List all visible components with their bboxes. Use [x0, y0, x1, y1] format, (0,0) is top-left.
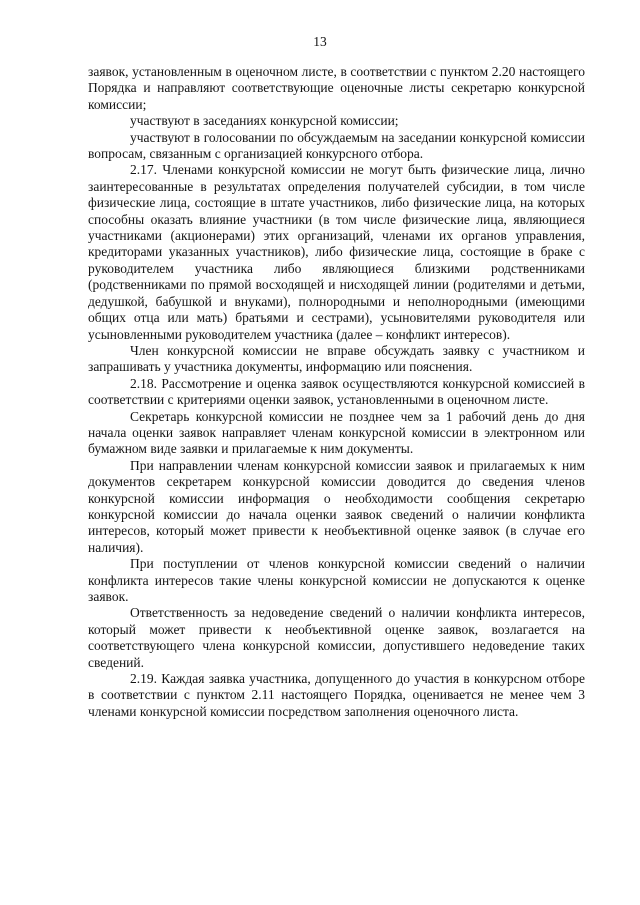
- paragraph-secretary-deadline: Секретарь конкурсной комиссии не позднее чем за 1 рабочий день до дня начала оценки заявок направляет членам конкурсной комиссии в электронном или бумажном виде заявки и прилагаемые к ним документы.: [88, 408, 585, 457]
- paragraph-2-17: 2.17. Членами конкурсной комиссии не могут быть физические лица, лично заинтересованные в результатах определения получателей субсидии, в том числе физические лица, состоящие в штате участников, либо физические лица, на которых способны оказать влияние участники (в том числе физические лица, являющиеся участниками (акционерами) этих организаций, членами их органов управления, кредиторами указанных участников), либо физические лица, состоящие в браке с руководителем участника либо являющиеся близкими родственниками (родственниками по прямой восходящей и нисходящей линии (родителями и детьми, дедушкой, бабушкой и внуками), полнородными и неполнородными (имеющими общих отца или мать) братьями и сестрами), усыновителями руководителя или усыновленными руководителем участника (далее – конфликт интересов).: [88, 162, 585, 342]
- paragraph-continuation: заявок, установленным в оценочном листе, в соответствии с пунктом 2.20 настоящего Порядка и направляют соответствующие оценочные листы секретарю конкурсной комиссии;: [88, 64, 585, 112]
- paragraph-responsibility: Ответственность за недоведение сведений о наличии конфликта интересов, который может привести к необъективной оценке заявок, возлагается на соответствующего члена конкурсной комиссии, допустившего недоведение таких сведений.: [88, 605, 585, 670]
- paragraph-participation-meetings: участвуют в заседаниях конкурсной комиссии;: [130, 113, 399, 129]
- page-number: 13: [313, 34, 327, 49]
- paragraph-conflict-exclusion: При поступлении от членов конкурсной комиссии сведений о наличии конфликта интересов такие члены конкурсной комиссии не допускаются к оценке заявок.: [88, 556, 585, 604]
- paragraph-member-restriction: Член конкурсной комиссии не вправе обсуждать заявку с участником и запрашивать у участника документы, информацию или пояснения.: [88, 342, 585, 375]
- paragraph-participation-voting: участвуют в голосовании по обсуждаемым на заседании конкурсной комиссии вопросам, связанным с организацией конкурсного отбора.: [88, 129, 585, 162]
- paragraph-conflict-notice: При направлении членам конкурсной комиссии заявок и прилагаемых к ним документов секретарем конкурсной комиссии доводится до сведения членов конкурсной комиссии информация о необходимости сообщения секретарю конкурсной комиссии до начала оценки заявок сведений о наличии конфликта интересов, который может привести к необъективной оценке заявок (в случае его наличия).: [88, 457, 585, 555]
- paragraph-2-19: 2.19. Каждая заявка участника, допущенного до участия в конкурсном отборе в соответствии с пунктом 2.11 настоящего Порядка, оценивается не менее чем 3 членами конкурсной комиссии посредством заполнения оценочного листа.: [88, 671, 585, 719]
- paragraph-2-18: 2.18. Рассмотрение и оценка заявок осуществляются конкурсной комиссией в соответствии с критериями оценки заявок, установленными в оценочном листе.: [88, 375, 585, 408]
- document-body: [88, 64, 585, 720]
